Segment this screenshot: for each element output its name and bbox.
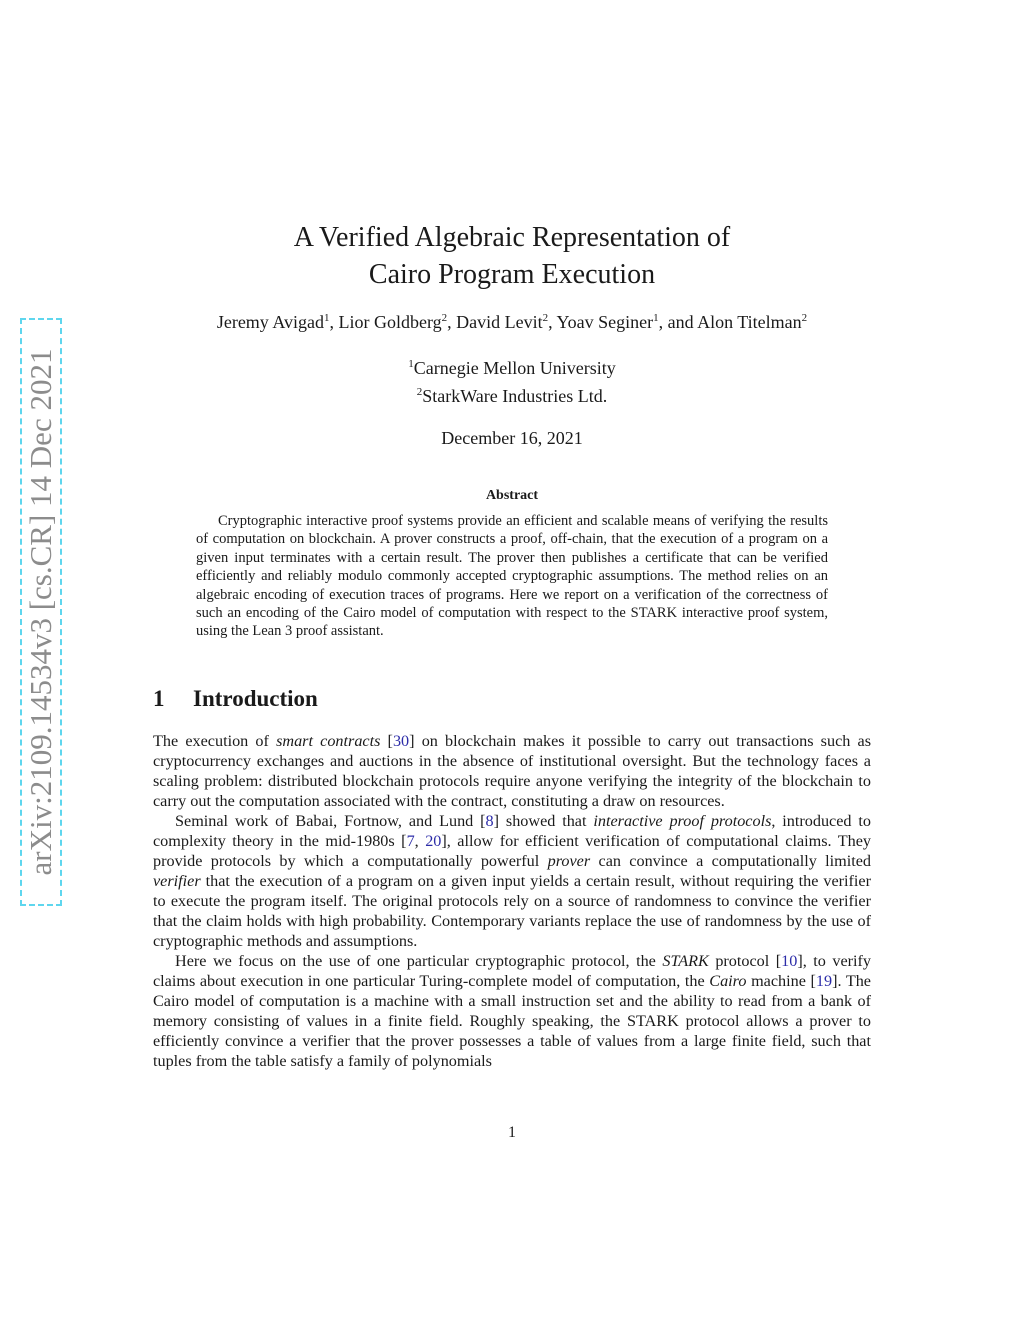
citation-link[interactable]: 20 [425,832,442,850]
text-run: Here we focus on the use of one particular cryptographic protocol, the [175,952,663,970]
emphasized-term: interactive proof protocols [593,812,772,830]
body-paragraph [153,811,871,951]
author-separator: , [548,312,557,332]
text-run: ] showed that [493,812,594,830]
text-run: , introduced to complexity theory in the mid-1980s [ [153,812,871,850]
paper-title [150,219,874,293]
text-run: ], allow for efficient verification of computational claims. They provide protocols by which a computationally powerful [153,832,872,870]
arxiv-identifier: arXiv:2109.14534v3 [cs.CR] 14 Dec 2021 [23,348,58,876]
citation-link[interactable]: 8 [485,812,494,830]
text-run: ] on blockchain makes it possible to carry out transactions such as cryptocurrency exchanges and auctions in the absence of institutional oversight. But the technology faces a scaling problem: distributed blockchain protocols require anyone verifying the integrity of the blockchain to carry out the computation associated with the contract, constituting a draw on resources. [153,732,872,810]
text-run: [ [380,732,393,750]
abstract-heading: Abstract [485,488,539,503]
page-number: 1 [508,1124,516,1141]
title-line-2: Cairo Program Execution [368,259,656,290]
author-name: Alon Titelman [697,312,802,332]
title-line-1: A Verified Algebraic Representation of [293,222,731,253]
citation-link[interactable]: 10 [781,952,798,970]
author-name: Jeremy Avigad [216,312,324,332]
citation-link[interactable]: 19 [815,972,833,990]
affiliation-number: 1 [408,358,414,370]
author-name: David Levit [456,312,543,332]
section-title: Introduction [193,686,318,711]
body-paragraph [153,731,871,811]
text-run: machine [ [746,972,816,990]
author-list [120,312,904,333]
emphasized-term: smart contracts [276,732,381,750]
affiliation-name: Carnegie Mellon University [413,358,616,378]
citation-link[interactable]: 30 [392,732,410,750]
affiliation-line [300,380,724,408]
author-name: Yoav Seginer [556,312,654,332]
affiliation-line [300,352,724,380]
author-name: Lior Goldberg [338,312,442,332]
author-affiliation-marker: 2 [801,312,808,324]
affiliation-number: 2 [416,386,423,398]
affiliations [300,352,724,408]
text-run: The execution of [153,732,277,750]
text-run: , [414,832,426,850]
emphasized-term: prover [547,852,591,870]
body-text [153,731,871,1071]
paper-date: December 16, 2021 [441,428,583,448]
citation-link[interactable]: 7 [406,832,415,850]
text-run: Seminal work of Babai, Fortnow, and Lund [ [175,812,486,830]
affiliation-name: StarkWare Industries Ltd. [422,386,608,406]
text-run: ], to verify claims about execution in one particular Turing-complete model of computation, the [153,952,872,990]
author-separator: , [329,312,339,332]
author-separator: , and [658,312,698,332]
emphasized-term: Cairo [709,972,747,990]
author-affiliation-marker: 1 [323,312,330,324]
abstract-text: Cryptographic interactive proof systems provide an efficient and scalable means of verifying the results of computation on blockchain. A prover constructs a proof, off-chain, that the execution of a program on a given input terminates with a certain result. The prover then publishes a certificate that can be verified efficiently and reliably modulo commonly accepted cryptographic assumptions. The method relies on an algebraic encoding of execution traces of programs. Here we report on a verification of the correctness of such an encoding of the Cairo model of computation with respect to the STARK interactive proof system, using the Lean 3 proof assistant. [196,513,828,640]
text-run: that the execution of a program on a given input yields a certain result, without requiring the verifier to execute the program itself. The original protocols rely on a source of randomness to convince the verifier that the claim holds with high probability. Contemporary variants replace the use of randomness by the use of cryptographic methods and assumptions. [153,872,871,950]
emphasized-term: STARK [662,952,709,970]
author-affiliation-marker: 1 [653,312,659,324]
author-affiliation-marker: 2 [441,312,448,324]
text-run: ]. The Cairo model of computation is a machine with a small instruction set and the ability to read from a bank of memory consisting of values in a finite field. Roughly speaking, the STARK protocol allows a prover to efficiently convince a verifier that the prover possesses a table of values from a large finite field, such that tuples from the table satisfy a family of polynomials [153,972,871,1070]
emphasized-term: verifier [153,872,201,890]
body-paragraph [153,951,871,1071]
author-separator: , [447,312,457,332]
text-run: protocol [ [708,952,782,970]
section-number: 1 [153,686,165,711]
author-affiliation-marker: 2 [542,312,549,324]
text-run: can convince a computationally limited [590,852,871,870]
section-heading [153,686,318,712]
